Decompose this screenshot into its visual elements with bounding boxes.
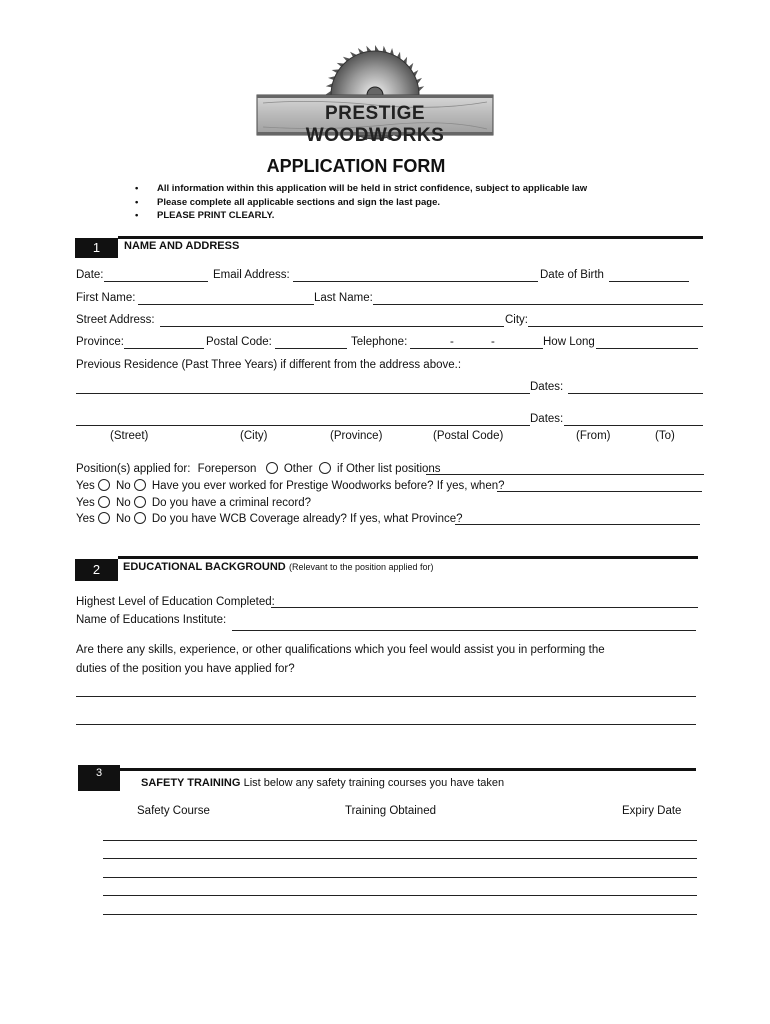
safety-row-line-1[interactable] (103, 840, 697, 841)
last-name-field[interactable] (373, 304, 703, 305)
dates-field-2[interactable] (564, 425, 703, 426)
saw-tooth (375, 45, 379, 51)
positions-row (76, 462, 441, 475)
yes-label: Yes (76, 513, 95, 525)
section-3-title: SAFETY TRAINING (141, 777, 241, 789)
no-label: No (115, 480, 131, 492)
previous-residence-field-2[interactable] (76, 425, 530, 426)
city-label: City: (505, 314, 528, 326)
section-3-bar (118, 768, 696, 771)
wcb-no-radio[interactable] (134, 512, 146, 524)
other-label: Other (283, 463, 313, 475)
section-3-subtitle: List below any safety training courses you have taken (243, 777, 505, 789)
section-3-title-row (141, 777, 504, 789)
dates-field-1[interactable] (568, 393, 703, 394)
section-2-title-row (123, 561, 434, 573)
skills-question-line-2: duties of the position you have applied for? (76, 663, 295, 675)
other-radio[interactable] (319, 462, 331, 474)
column-street: (Street) (110, 430, 149, 442)
section-2-title: EDUCATIONAL BACKGROUND (123, 561, 286, 573)
postal-label: Postal Code: (206, 336, 272, 348)
bullet-print-clearly: • PLEASE PRINT CLEARLY. (157, 210, 274, 221)
skills-answer-line-2[interactable] (76, 724, 696, 725)
column-safety-course: Safety Course (137, 805, 210, 817)
question-criminal-record (76, 496, 311, 509)
telephone-dash-2: - (491, 336, 495, 348)
street-field[interactable] (160, 326, 504, 327)
column-postal-code: (Postal Code) (433, 430, 504, 442)
email-label: Email Address: (213, 269, 290, 281)
wcb-yes-radio[interactable] (98, 512, 110, 524)
yes-label: Yes (76, 497, 95, 509)
safety-row-line-5[interactable] (103, 914, 697, 915)
section-2-number: 2 (75, 559, 118, 581)
email-field[interactable] (293, 281, 538, 282)
province-label: Province: (76, 336, 124, 348)
highest-education-field[interactable] (271, 607, 698, 608)
if-other-label: if Other list positions (337, 463, 441, 475)
question-worked-before (76, 479, 505, 492)
column-from: (From) (576, 430, 611, 442)
column-province: (Province) (330, 430, 383, 442)
how-long-label: How Long (543, 336, 595, 348)
wcb-text: Do you have WCB Coverage already? If yes, what Province? (151, 513, 463, 525)
date-field[interactable] (104, 281, 208, 282)
column-training-obtained: Training Obtained (345, 805, 436, 817)
other-positions-field[interactable] (426, 474, 704, 475)
dob-label: Date of Birth (540, 269, 604, 281)
city-field[interactable] (528, 326, 703, 327)
province-field[interactable] (124, 348, 204, 349)
column-to: (To) (655, 430, 675, 442)
column-city: (City) (240, 430, 268, 442)
institute-label: Name of Educations Institute: (76, 614, 227, 626)
dates-label-1: Dates: (530, 381, 564, 393)
logo-text: PRESTIGE WOODWORKS (305, 103, 445, 146)
question-wcb-coverage (76, 512, 463, 525)
previous-residence-label: Previous Residence (Past Three Years) if different from the address above.: (76, 359, 462, 371)
telephone-label: Telephone: (351, 336, 408, 348)
bullet-confidentiality: • All information within this application will be held in strict confidence, subject to applicable law (157, 183, 587, 194)
safety-row-line-4[interactable] (103, 895, 697, 896)
street-label: Street Address: (76, 314, 155, 326)
dates-label-2: Dates: (530, 413, 564, 425)
worked-before-yes-radio[interactable] (98, 479, 110, 491)
worked-before-text: Have you ever worked for Prestige Woodworks before? If yes, when? (151, 480, 505, 492)
foreperson-radio[interactable] (266, 462, 278, 474)
first-name-label: First Name: (76, 292, 136, 304)
saw-tooth (325, 91, 331, 95)
institute-field[interactable] (232, 630, 696, 631)
worked-before-when-field[interactable] (497, 491, 702, 492)
first-name-field[interactable] (138, 304, 314, 305)
skills-answer-line-1[interactable] (76, 696, 696, 697)
positions-label: Position(s) applied for: (76, 463, 191, 475)
company-logo (255, 45, 495, 146)
safety-row-line-3[interactable] (103, 877, 697, 878)
form-title: APPLICATION FORM (266, 156, 446, 176)
date-label: Date: (76, 269, 104, 281)
yes-label: Yes (76, 480, 95, 492)
dob-field[interactable] (609, 281, 689, 282)
section-1-title: NAME AND ADDRESS (124, 240, 240, 252)
highest-education-label: Highest Level of Education Completed: (76, 596, 275, 608)
how-long-field[interactable] (596, 348, 698, 349)
telephone-dash-1: - (450, 336, 454, 348)
postal-field[interactable] (275, 348, 347, 349)
telephone-field[interactable] (410, 348, 543, 349)
section-1-number: 1 (75, 238, 118, 258)
section-2-bar (118, 556, 698, 559)
bullet-complete-sections: • Please complete all applicable sections and sign the last page. (157, 197, 440, 208)
last-name-label: Last Name: (314, 292, 373, 304)
criminal-record-no-radio[interactable] (134, 496, 146, 508)
section-2-subtitle: (Relevant to the position applied for) (288, 562, 434, 572)
skills-question-line-1: Are there any skills, experience, or other qualifications which you feel would assist you in performing the (76, 644, 605, 656)
no-label: No (115, 513, 131, 525)
section-1-bar (118, 236, 703, 239)
criminal-record-text: Do you have a criminal record? (151, 497, 312, 509)
safety-row-line-2[interactable] (103, 858, 697, 859)
foreperson-label: Foreperson (197, 463, 257, 475)
previous-residence-field-1[interactable] (76, 393, 530, 394)
wcb-province-field[interactable] (455, 524, 700, 525)
no-label: No (115, 497, 131, 509)
worked-before-no-radio[interactable] (134, 479, 146, 491)
section-3-number: 3 (78, 765, 120, 791)
criminal-record-yes-radio[interactable] (98, 496, 110, 508)
column-expiry-date: Expiry Date (622, 805, 682, 817)
